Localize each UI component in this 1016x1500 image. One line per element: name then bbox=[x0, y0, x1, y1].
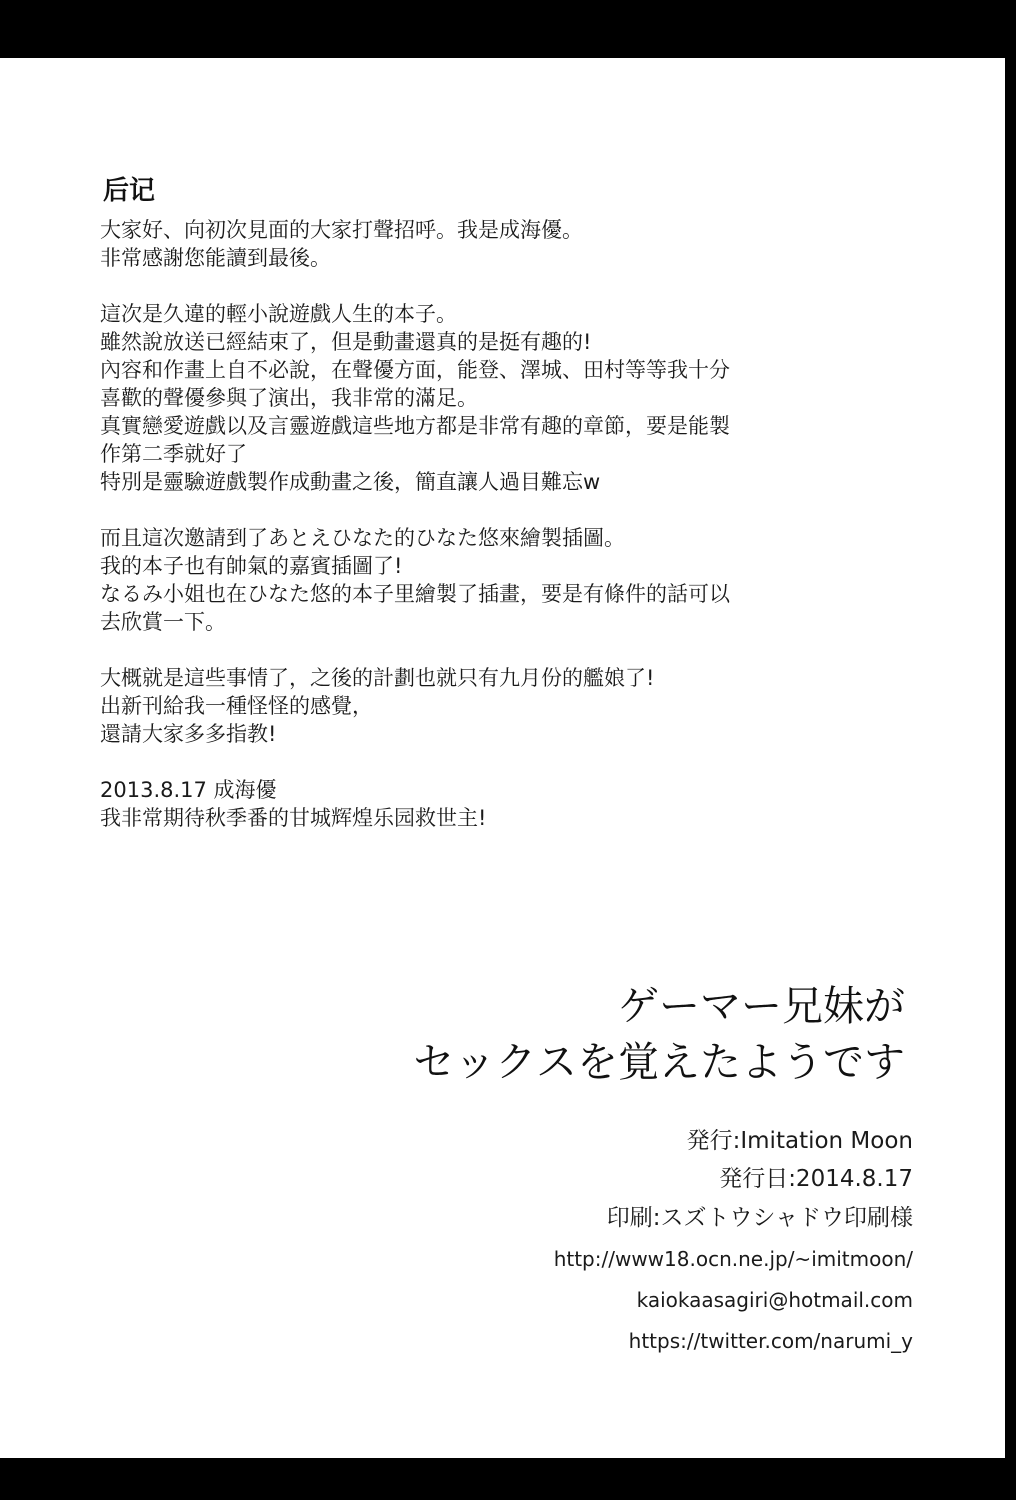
text-line: 我非常期待秋季番的甘城辉煌乐园救世主! bbox=[100, 806, 487, 830]
text-line: 真實戀愛遊戲以及言靈遊戲這些地方都是非常有趣的章節，要是能製 bbox=[100, 414, 730, 438]
text-line: 我的本子也有帥氣的嘉賓插圖了! bbox=[100, 554, 403, 578]
paragraph-guest bbox=[100, 524, 860, 636]
text-line: 非常感謝您能讀到最後。 bbox=[100, 246, 331, 270]
book-title bbox=[413, 978, 905, 1090]
text-line: 2013.8.17 成海優 bbox=[100, 778, 277, 802]
text-line: 特別是靈驗遊戲製作成動畫之後，簡直讓人過目難忘w bbox=[100, 470, 601, 494]
text-line: 出新刊給我一種怪怪的感覺， bbox=[100, 694, 373, 718]
afterword-heading: 后记 bbox=[103, 176, 156, 206]
text-line: 而且這次邀請到了あとえひなた的ひなた悠來繪製插圖。 bbox=[100, 526, 625, 550]
paragraph-anime bbox=[100, 300, 860, 496]
text-line: 作第二季就好了 bbox=[100, 442, 247, 466]
text-line: 大家好、向初次見面的大家打聲招呼。我是成海優。 bbox=[100, 218, 583, 242]
text-line: 內容和作畫上自不必說，在聲優方面，能登、澤城、田村等等我十分 bbox=[100, 358, 730, 382]
colophon-email: kaiokaasagiri@hotmail.com bbox=[636, 1288, 913, 1312]
paragraph-signature bbox=[100, 776, 860, 832]
page bbox=[0, 58, 1005, 1458]
colophon-date: 発行日:2014.8.17 bbox=[719, 1166, 913, 1192]
text-line: 去欣賞一下。 bbox=[100, 610, 226, 634]
text-line: なるみ小姐也在ひなた悠的本子里繪製了插畫，要是有條件的話可以 bbox=[100, 582, 730, 606]
text-line: 還請大家多多指教! bbox=[100, 722, 277, 746]
paragraph-greeting bbox=[100, 216, 860, 272]
text-line: 大概就是這些事情了，之後的計劃也就只有九月份的艦娘了! bbox=[100, 666, 655, 690]
book-title-line1: ゲーマー兄妹が bbox=[618, 982, 905, 1030]
colophon-publisher: 発行:Imitation Moon bbox=[686, 1128, 913, 1154]
colophon-twitter: https://twitter.com/narumi_y bbox=[628, 1329, 913, 1353]
text-line: 雖然說放送已經結束了，但是動畫還真的是挺有趣的! bbox=[100, 330, 592, 354]
text-line: 這次是久違的輕小說遊戲人生的本子。 bbox=[100, 302, 457, 326]
colophon-website: http://www18.ocn.ne.jp/~imitmoon/ bbox=[553, 1247, 913, 1271]
book-title-line2: セックスを覚えたようです bbox=[413, 1038, 905, 1086]
colophon bbox=[554, 1122, 913, 1362]
text-line: 喜歡的聲優參與了演出，我非常的滿足。 bbox=[100, 386, 478, 410]
afterword-body bbox=[100, 216, 860, 860]
paragraph-plans bbox=[100, 664, 860, 748]
colophon-printer: 印刷:スズトウシャドウ印刷様 bbox=[606, 1205, 913, 1231]
